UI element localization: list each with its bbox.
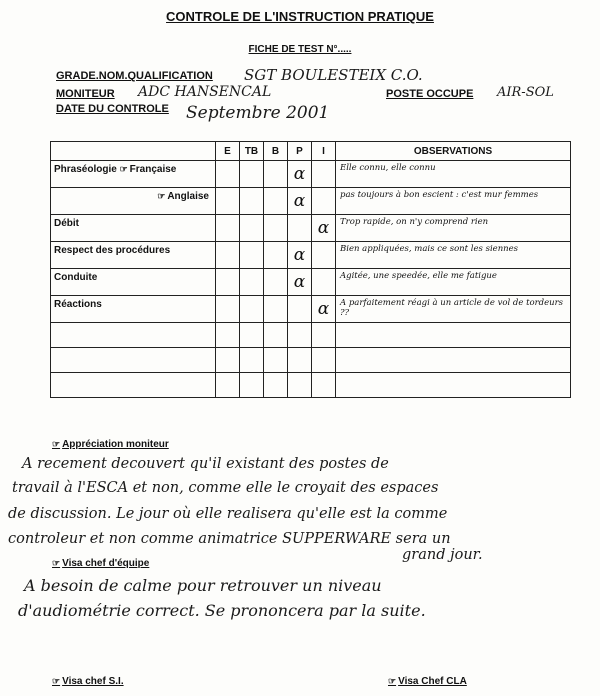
header-p: P [288,142,312,161]
criteria-label: Conduite [51,269,216,296]
criteria-sub: Française [129,164,177,175]
visa-equipe-label: Visa chef d'équipe [62,558,150,569]
visa-equipe-line-2: d'audiométrie correct. Se prononcera par la suite. [18,601,426,620]
date-label: DATE DU CONTROLE [56,103,169,115]
mark-i: α [312,296,336,323]
table-row [51,323,571,348]
header-tb: TB [240,142,264,161]
table-row [51,269,571,296]
header-observations: OBSERVATIONS [336,142,571,161]
appreciation-line-4: controleur et non comme animatrice SUPPERWARE sera un [8,531,451,547]
header-e: E [216,142,240,161]
mark-p: α [288,161,312,188]
mark-p: α [288,269,312,296]
visa-equipe-heading [52,558,149,569]
page-title: CONTROLE DE L'INSTRUCTION PRATIQUE [166,9,434,24]
moniteur-label: MONITEUR [56,88,115,100]
observation: Elle connu, elle connu [336,161,571,188]
criteria-sub: Anglaise [167,191,209,202]
observation: Trop rapide, on n'y comprend rien [336,215,571,242]
criteria-cell [51,161,216,188]
table-row [51,161,571,188]
visa-cla-label: Visa Chef CLA [398,676,467,687]
table-row [51,188,571,215]
observation: Agitée, une speedée, elle me fatigue [336,269,571,296]
evaluation-table [50,141,571,398]
appreciation-label: Appréciation moniteur [62,439,169,450]
appreciation-line-3: de discussion. Le jour où elle realisera qu'elle est la comme [8,506,448,522]
visa-si-label: Visa chef S.I. [62,676,124,687]
appreciation-line-2: travail à l'ESCA et non, comme elle le croyait des espaces [12,480,439,496]
table-row [51,215,571,242]
table-row [51,373,571,398]
pointing-hand-icon: ☞ [52,558,61,568]
observation: pas toujours à bon escient : c'est mur femmes [336,188,571,215]
criteria-label: Respect des procédures [51,242,216,269]
header-b: B [264,142,288,161]
date-value: Septembre 2001 [186,103,330,123]
fiche-number: FICHE DE TEST N°..... [248,44,352,55]
criteria-cell [51,188,216,215]
visa-si-heading [52,676,124,687]
header-i: I [312,142,336,161]
appreciation-heading [52,439,169,450]
table-row [51,348,571,373]
pointing-hand-icon: ☞ [52,439,61,449]
criteria-label: Phraséologie [54,164,117,175]
pointing-hand-icon: ☞ [119,164,128,174]
pointing-hand-icon: ☞ [157,191,166,201]
criteria-label: Débit [51,215,216,242]
visa-cla-heading [388,676,467,687]
appreciation-extra: grand jour. [402,547,483,563]
criteria-label: Réactions [51,296,216,323]
pointing-hand-icon: ☞ [388,676,397,686]
mark-i: α [312,215,336,242]
observation: Bien appliquées, mais ce sont les siennes [336,242,571,269]
pointing-hand-icon: ☞ [52,676,61,686]
visa-equipe-line-1: A besoin de calme pour retrouver un niveau [24,576,382,595]
table-header-row [51,142,571,161]
moniteur-value: ADC HANSENCAL [138,84,272,100]
table-row [51,296,571,323]
table-row [51,242,571,269]
grade-label: GRADE.NOM.QUALIFICATION [56,70,213,82]
observation: A parfaitement réagi à un article de vol de tordeurs ?? [336,296,571,323]
header-criteria [51,142,216,161]
poste-value: AIR-SOL [497,85,554,100]
mark-p: α [288,188,312,215]
grade-value: SGT BOULESTEIX C.O. [244,66,423,84]
appreciation-line-1: A recement decouvert qu'il existant des postes de [22,456,389,472]
poste-label: POSTE OCCUPE [386,88,474,100]
mark-p: α [288,242,312,269]
